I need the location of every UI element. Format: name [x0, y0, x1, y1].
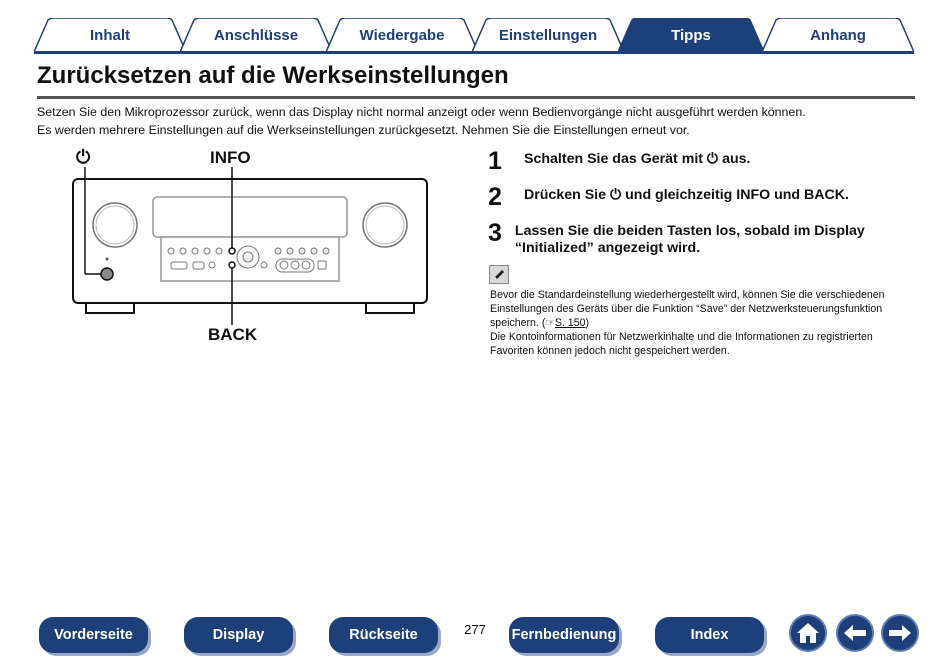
home-button[interactable]: [789, 614, 827, 652]
button-label: Index: [690, 627, 729, 643]
page-number: 277: [464, 622, 486, 637]
tab-wiedergabe[interactable]: [326, 18, 478, 52]
button-label: Fernbedienung: [511, 627, 617, 643]
note-1: [490, 288, 915, 330]
intro-line-1: Setzen Sie den Mikroprozessor zurück, wenn das Display nicht normal anzeigt oder wenn Bedienvorgänge nicht ausgeführt werden können.: [37, 105, 806, 119]
intro-text: [37, 103, 806, 139]
tab-tipps[interactable]: [618, 18, 764, 52]
tab-label: Wiedergabe: [359, 26, 445, 44]
step-text: Schalten Sie das Gerät mit ⏻ aus.: [524, 151, 751, 167]
tab-label: Tipps: [671, 26, 711, 44]
steps-list: [488, 148, 918, 267]
front-panel-button[interactable]: [39, 617, 148, 653]
button-label: Vorderseite: [54, 627, 133, 643]
arrow-right-icon: [887, 623, 913, 643]
tab-inhalt[interactable]: [34, 18, 186, 52]
step-number: 2: [488, 183, 502, 211]
title-divider: [37, 96, 915, 99]
note-2: Die Kontoinformationen für Netzwerkinhalte und die Informationen zu registrierten Favoriten können jedoch nicht gespeichert werden.: [490, 331, 873, 357]
arrow-left-icon: [842, 623, 868, 643]
step-1: [488, 148, 918, 174]
tab-einstellungen[interactable]: [472, 18, 624, 52]
index-button[interactable]: [655, 617, 764, 653]
button-label: Display: [212, 627, 265, 643]
info-label: INFO: [210, 148, 251, 167]
tab-anhang[interactable]: [762, 18, 914, 52]
back-arrow-button[interactable]: [836, 614, 874, 652]
tab-label: Anhang: [810, 26, 866, 44]
notes-block: [490, 288, 915, 358]
rear-panel-button[interactable]: [329, 617, 438, 653]
note-1-close: ): [585, 317, 590, 329]
step-3: [488, 220, 918, 257]
receiver-illustration: [60, 145, 440, 355]
top-tab-bar: [34, 18, 914, 54]
note-1-text: Bevor die Standardeinstellung wiederhergestellt wird, können Sie die verschiedenen Einstellungen des Geräts über die Funktion “Save” der Netzwerksteuerungsfunktion speichern. (: [490, 289, 885, 329]
tab-label: Inhalt: [90, 26, 130, 44]
tab-label: Anschlüsse: [213, 26, 299, 44]
step-number: 1: [488, 147, 502, 175]
button-label: Rückseite: [349, 627, 418, 643]
tab-label: Einstellungen: [498, 26, 598, 44]
tab-baseline: [34, 51, 914, 54]
intro-line-2: Es werden mehrere Einstellungen auf die Werkseinstellungen zurückgesetzt. Nehmen Sie die Einstellungen erneut vor.: [37, 123, 690, 137]
step-text: Lassen Sie die beiden Tasten los, sobald im Display “Initialized” angezeigt wird.: [514, 223, 865, 256]
step-2: [488, 184, 918, 210]
pencil-note-icon: [489, 265, 509, 284]
page-title: Zurücksetzen auf die Werkseinstellungen: [37, 62, 509, 89]
step-number: 3: [488, 219, 502, 247]
step-text: Drücken Sie ⏻ und gleichzeitig INFO und BACK.: [524, 187, 849, 203]
remote-control-button[interactable]: [509, 617, 619, 653]
tab-anschluesse[interactable]: [180, 18, 332, 52]
power-label: ⏻: [76, 147, 91, 167]
reference-hand-icon: ☞: [545, 317, 555, 329]
receiver-front-panel-figure: [60, 145, 440, 355]
display-button[interactable]: [184, 617, 293, 653]
back-label: BACK: [208, 325, 258, 344]
page-reference-link[interactable]: S. 150: [554, 317, 586, 329]
home-icon: [795, 621, 821, 645]
forward-arrow-button[interactable]: [881, 614, 919, 652]
